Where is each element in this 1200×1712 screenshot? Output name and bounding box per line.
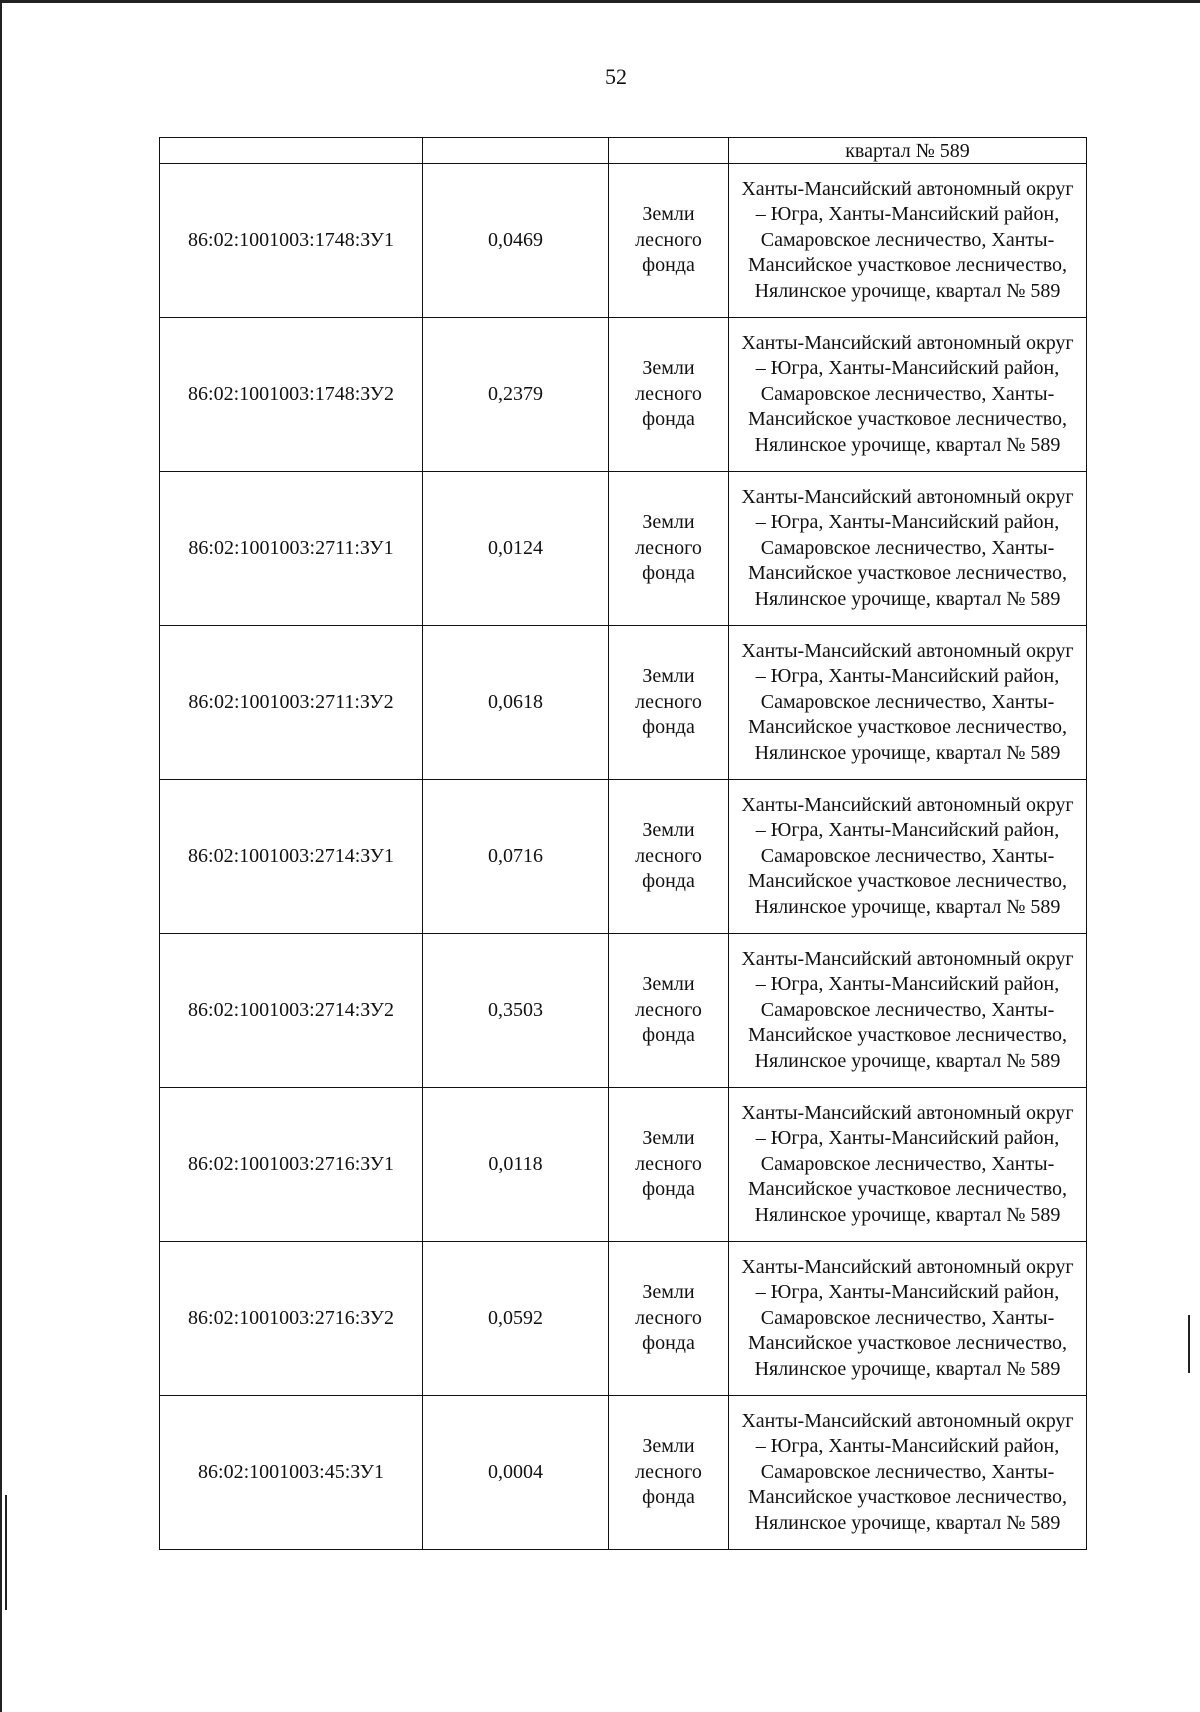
area-cell: 0,0592 <box>423 1242 609 1396</box>
cadastral-number-cell: 86:02:1001003:1748:ЗУ1 <box>160 164 423 318</box>
land-category-cell <box>609 1088 729 1242</box>
land-category-text: Земли лесного фонда <box>635 1435 702 1509</box>
location-cell <box>729 472 1087 626</box>
cadastral-number-cell: 86:02:1001003:2714:ЗУ1 <box>160 780 423 934</box>
location-text: Ханты-Мансийский автономный округ – Югра, Ханты-Мансийский район, Самаровское лесничество, Ханты-Мансийское участковое лесничество, Нялинское урочище, квартал № 589 <box>741 947 1074 1072</box>
land-category-text: Земли лесного фонда <box>635 973 702 1047</box>
cadastral-number-cell: 86:02:1001003:2714:ЗУ2 <box>160 934 423 1088</box>
land-category-cell <box>609 138 729 164</box>
scan-mark-right <box>1188 1315 1190 1373</box>
land-category-cell <box>609 1242 729 1396</box>
location-cell <box>729 318 1087 472</box>
cadastral-number-cell <box>160 138 423 164</box>
scan-edge-left <box>0 0 2 1712</box>
location-text: Ханты-Мансийский автономный округ – Югра, Ханты-Мансийский район, Самаровское лесничество, Ханты-Мансийское участковое лесничество, Нялинское урочище, квартал № 589 <box>741 177 1074 302</box>
area-cell: 0,0118 <box>423 1088 609 1242</box>
table-row <box>160 626 1087 780</box>
scan-edge-top <box>0 0 1200 3</box>
land-category-cell <box>609 780 729 934</box>
land-category-cell <box>609 1396 729 1550</box>
area-cell: 0,0716 <box>423 780 609 934</box>
land-plots-table <box>159 137 1087 1550</box>
location-text: Ханты-Мансийский автономный округ – Югра, Ханты-Мансийский район, Самаровское лесничество, Ханты-Мансийское участковое лесничество, Нялинское урочище, квартал № 589 <box>741 793 1074 918</box>
land-category-cell <box>609 472 729 626</box>
location-cell <box>729 1242 1087 1396</box>
cadastral-number-cell: 86:02:1001003:2716:ЗУ2 <box>160 1242 423 1396</box>
table-row <box>160 1088 1087 1242</box>
area-cell: 0,0004 <box>423 1396 609 1550</box>
location-text: Ханты-Мансийский автономный округ – Югра, Ханты-Мансийский район, Самаровское лесничество, Ханты-Мансийское участковое лесничество, Нялинское урочище, квартал № 589 <box>741 331 1074 456</box>
area-cell <box>423 138 609 164</box>
land-category-cell <box>609 318 729 472</box>
page-number: 52 <box>605 64 627 89</box>
area-cell: 0,0124 <box>423 472 609 626</box>
area-cell: 0,3503 <box>423 934 609 1088</box>
location-cell <box>729 780 1087 934</box>
location-text: Ханты-Мансийский автономный округ – Югра, Ханты-Мансийский район, Самаровское лесничество, Ханты-Мансийское участковое лесничество, Нялинское урочище, квартал № 589 <box>741 639 1074 764</box>
land-category-cell <box>609 626 729 780</box>
location-text: Ханты-Мансийский автономный округ – Югра, Ханты-Мансийский район, Самаровское лесничество, Ханты-Мансийское участковое лесничество, Нялинское урочище, квартал № 589 <box>741 1101 1074 1226</box>
table-row <box>160 1242 1087 1396</box>
location-cell <box>729 1088 1087 1242</box>
location-text: Ханты-Мансийский автономный округ – Югра, Ханты-Мансийский район, Самаровское лесничество, Ханты-Мансийское участковое лесничество, Нялинское урочище, квартал № 589 <box>741 1409 1074 1534</box>
land-category-text: Земли лесного фонда <box>635 357 702 431</box>
scan-mark-left <box>5 1495 7 1610</box>
location-cell: квартал № 589 <box>729 138 1087 164</box>
area-cell: 0,0618 <box>423 626 609 780</box>
land-category-text: Земли лесного фонда <box>635 511 702 585</box>
table-row <box>160 1396 1087 1550</box>
table-row <box>160 934 1087 1088</box>
land-category-text: Земли лесного фонда <box>635 819 702 893</box>
cadastral-number-cell: 86:02:1001003:2711:ЗУ2 <box>160 626 423 780</box>
land-category-text: Земли лесного фонда <box>635 665 702 739</box>
cadastral-number-cell: 86:02:1001003:1748:ЗУ2 <box>160 318 423 472</box>
land-category-cell <box>609 934 729 1088</box>
table-row-continued <box>160 138 1087 164</box>
land-category-text: Земли лесного фонда <box>635 203 702 277</box>
location-cell <box>729 164 1087 318</box>
location-cell <box>729 934 1087 1088</box>
area-cell: 0,0469 <box>423 164 609 318</box>
land-category-text: Земли лесного фонда <box>635 1127 702 1201</box>
location-text: Ханты-Мансийский автономный округ – Югра, Ханты-Мансийский район, Самаровское лесничество, Ханты-Мансийское участковое лесничество, Нялинское урочище, квартал № 589 <box>741 1255 1074 1380</box>
table-row <box>160 318 1087 472</box>
cadastral-number-cell: 86:02:1001003:2716:ЗУ1 <box>160 1088 423 1242</box>
cadastral-number-cell: 86:02:1001003:2711:ЗУ1 <box>160 472 423 626</box>
cadastral-number-cell: 86:02:1001003:45:ЗУ1 <box>160 1396 423 1550</box>
location-text: Ханты-Мансийский автономный округ – Югра, Ханты-Мансийский район, Самаровское лесничество, Ханты-Мансийское участковое лесничество, Нялинское урочище, квартал № 589 <box>741 485 1074 610</box>
area-cell: 0,2379 <box>423 318 609 472</box>
table-row <box>160 472 1087 626</box>
location-cell <box>729 1396 1087 1550</box>
location-cell <box>729 626 1087 780</box>
land-category-text: Земли лесного фонда <box>635 1281 702 1355</box>
land-category-cell <box>609 164 729 318</box>
table-row <box>160 780 1087 934</box>
table-row <box>160 164 1087 318</box>
